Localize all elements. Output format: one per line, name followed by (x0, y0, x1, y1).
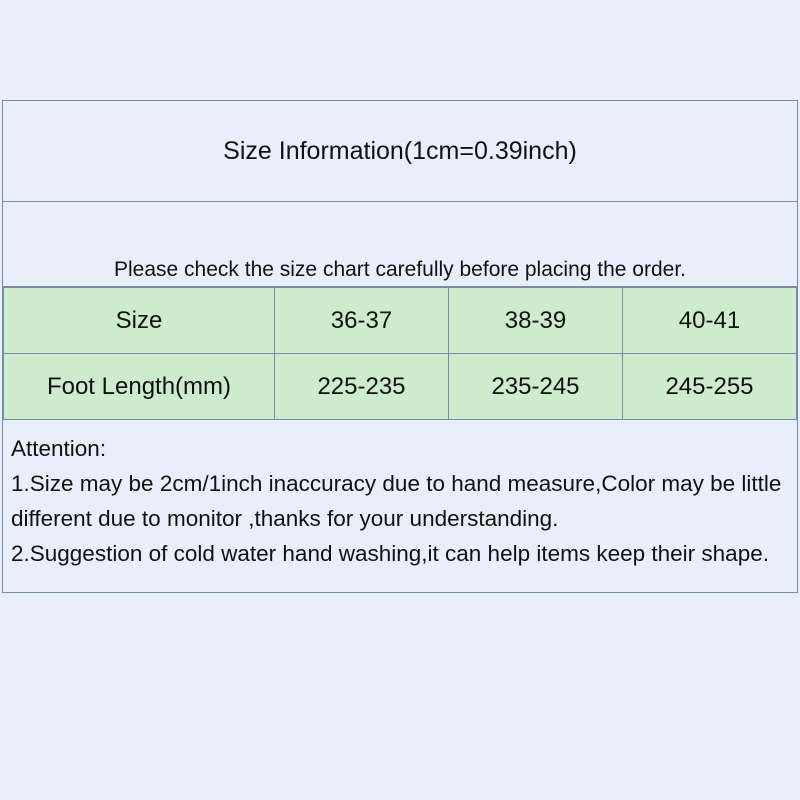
page-title: Size Information(1cm=0.39inch) (223, 136, 577, 165)
notice-row (3, 202, 797, 287)
notice-text: Please check the size chart carefully before placing the order. (114, 258, 686, 281)
size-table (3, 287, 797, 420)
title-row (3, 101, 797, 202)
row-header-size: Size (4, 288, 275, 354)
attention-line-2: 2.Suggestion of cold water hand washing,it can help items keep their shape. (11, 540, 769, 566)
attention-line-1: 1.Size may be 2cm/1inch inaccuracy due to hand measure,Color may be little different due to monitor ,thanks for your understanding. (11, 470, 782, 531)
cell-foot-length-1: 225-235 (275, 354, 449, 420)
attention-block (3, 420, 797, 592)
size-chart-sheet (2, 100, 798, 593)
table-row (4, 288, 797, 354)
attention-heading: Attention: (11, 436, 107, 461)
table-row (4, 354, 797, 420)
cell-size-1: 36-37 (275, 288, 449, 354)
row-header-foot-length: Foot Length(mm) (4, 354, 275, 420)
cell-foot-length-2: 235-245 (449, 354, 623, 420)
cell-foot-length-3: 245-255 (623, 354, 797, 420)
cell-size-3: 40-41 (623, 288, 797, 354)
cell-size-2: 38-39 (449, 288, 623, 354)
